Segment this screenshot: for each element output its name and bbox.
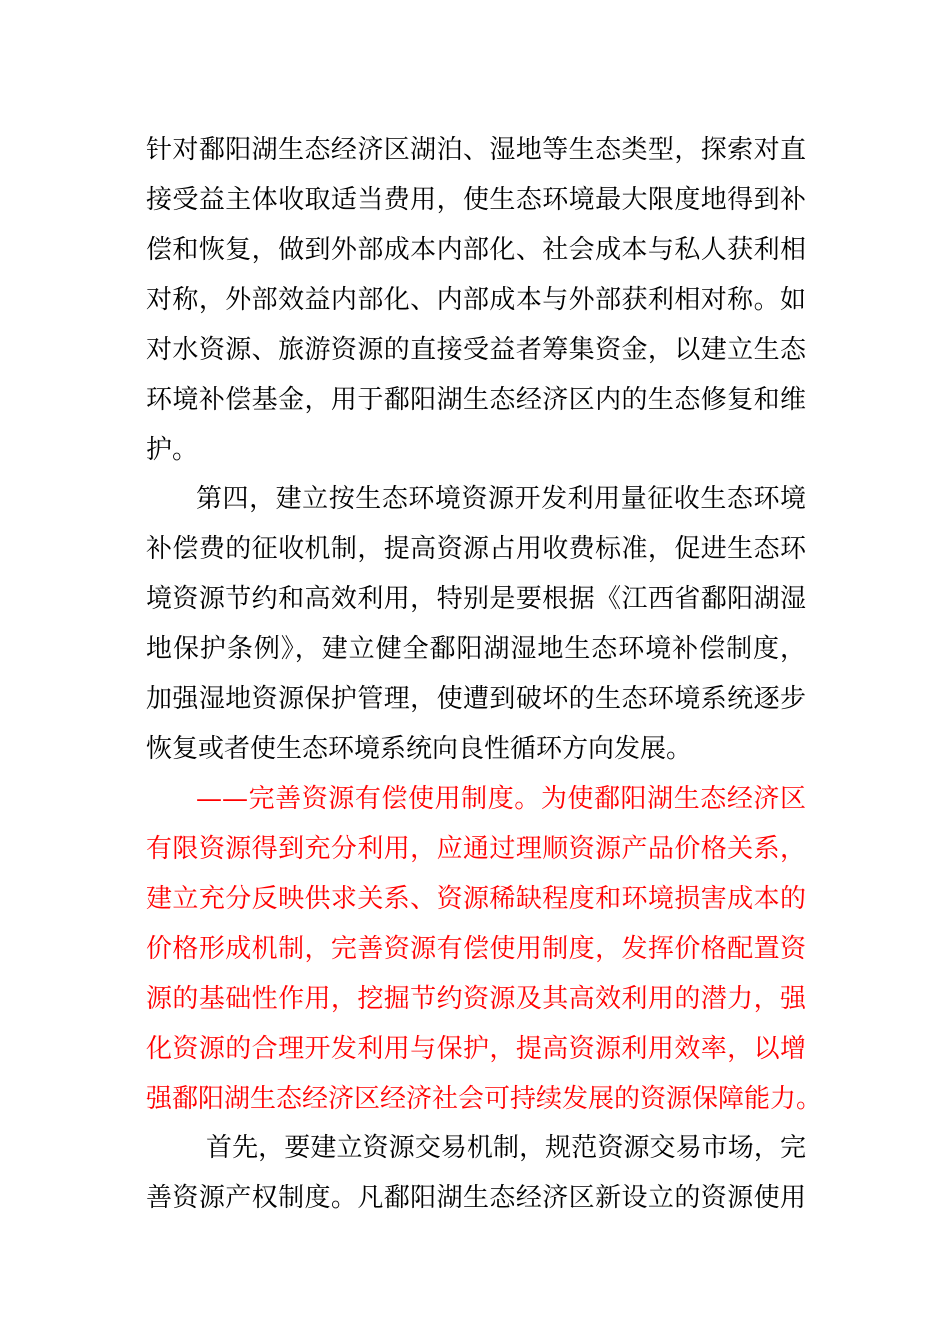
text-line: 针对鄱阳湖生态经济区湖泊、湿地等生态类型，探索对直	[146, 135, 806, 165]
highlighted-text-line: 化资源的合理开发利用与保护，提高资源利用效率，以增	[146, 1034, 806, 1064]
text-line: 偿和恢复，做到外部成本内部化、社会成本与私人获利相	[146, 235, 806, 265]
highlighted-text-line: 源的基础性作用，挖掘节约资源及其高效利用的潜力，强	[146, 984, 806, 1014]
text-line: 补偿费的征收机制，提高资源占用收费标准，促进生态环	[146, 534, 806, 564]
text-line: 对水资源、旅游资源的直接受益者筹集资金，以建立生态	[146, 335, 806, 365]
text-line: 境资源节约和高效利用，特别是要根据《江西省鄱阳湖湿	[146, 584, 806, 614]
text-line: 善资源产权制度。凡鄱阳湖生态经济区新设立的资源使用	[146, 1183, 806, 1213]
highlighted-text-line: 价格形成机制，完善资源有偿使用制度，发挥价格配置资	[146, 934, 806, 964]
text-line: 环境补偿基金，用于鄱阳湖生态经济区内的生态修复和维	[146, 385, 806, 415]
highlighted-text-line: 强鄱阳湖生态经济区经济社会可持续发展的资源保障能力。	[146, 1084, 823, 1114]
text-line: 第四，建立按生态环境资源开发利用量征收生态环境	[196, 484, 806, 514]
text-line: 首先，要建立资源交易机制，规范资源交易市场，完	[206, 1133, 806, 1163]
text-line: 接受益主体收取适当费用，使生态环境最大限度地得到补	[146, 185, 806, 215]
text-line: 对称，外部效益内部化、内部成本与外部获利相对称。如	[146, 285, 806, 315]
highlighted-text-line: 有限资源得到充分利用，应通过理顺资源产品价格关系，	[146, 834, 806, 864]
text-line: 地保护条例》，建立健全鄱阳湖湿地生态环境补偿制度，	[146, 634, 806, 664]
highlighted-text-line: 建立充分反映供求关系、资源稀缺程度和环境损害成本的	[146, 884, 806, 914]
text-line: 恢复或者使生态环境系统向良性循环方向发展。	[146, 734, 693, 764]
text-line: 加强湿地资源保护管理，使遭到破坏的生态环境系统逐步	[146, 684, 806, 714]
text-line: 护。	[146, 435, 199, 465]
highlighted-text-line: ——完善资源有偿使用制度。为使鄱阳湖生态经济区	[196, 784, 806, 814]
